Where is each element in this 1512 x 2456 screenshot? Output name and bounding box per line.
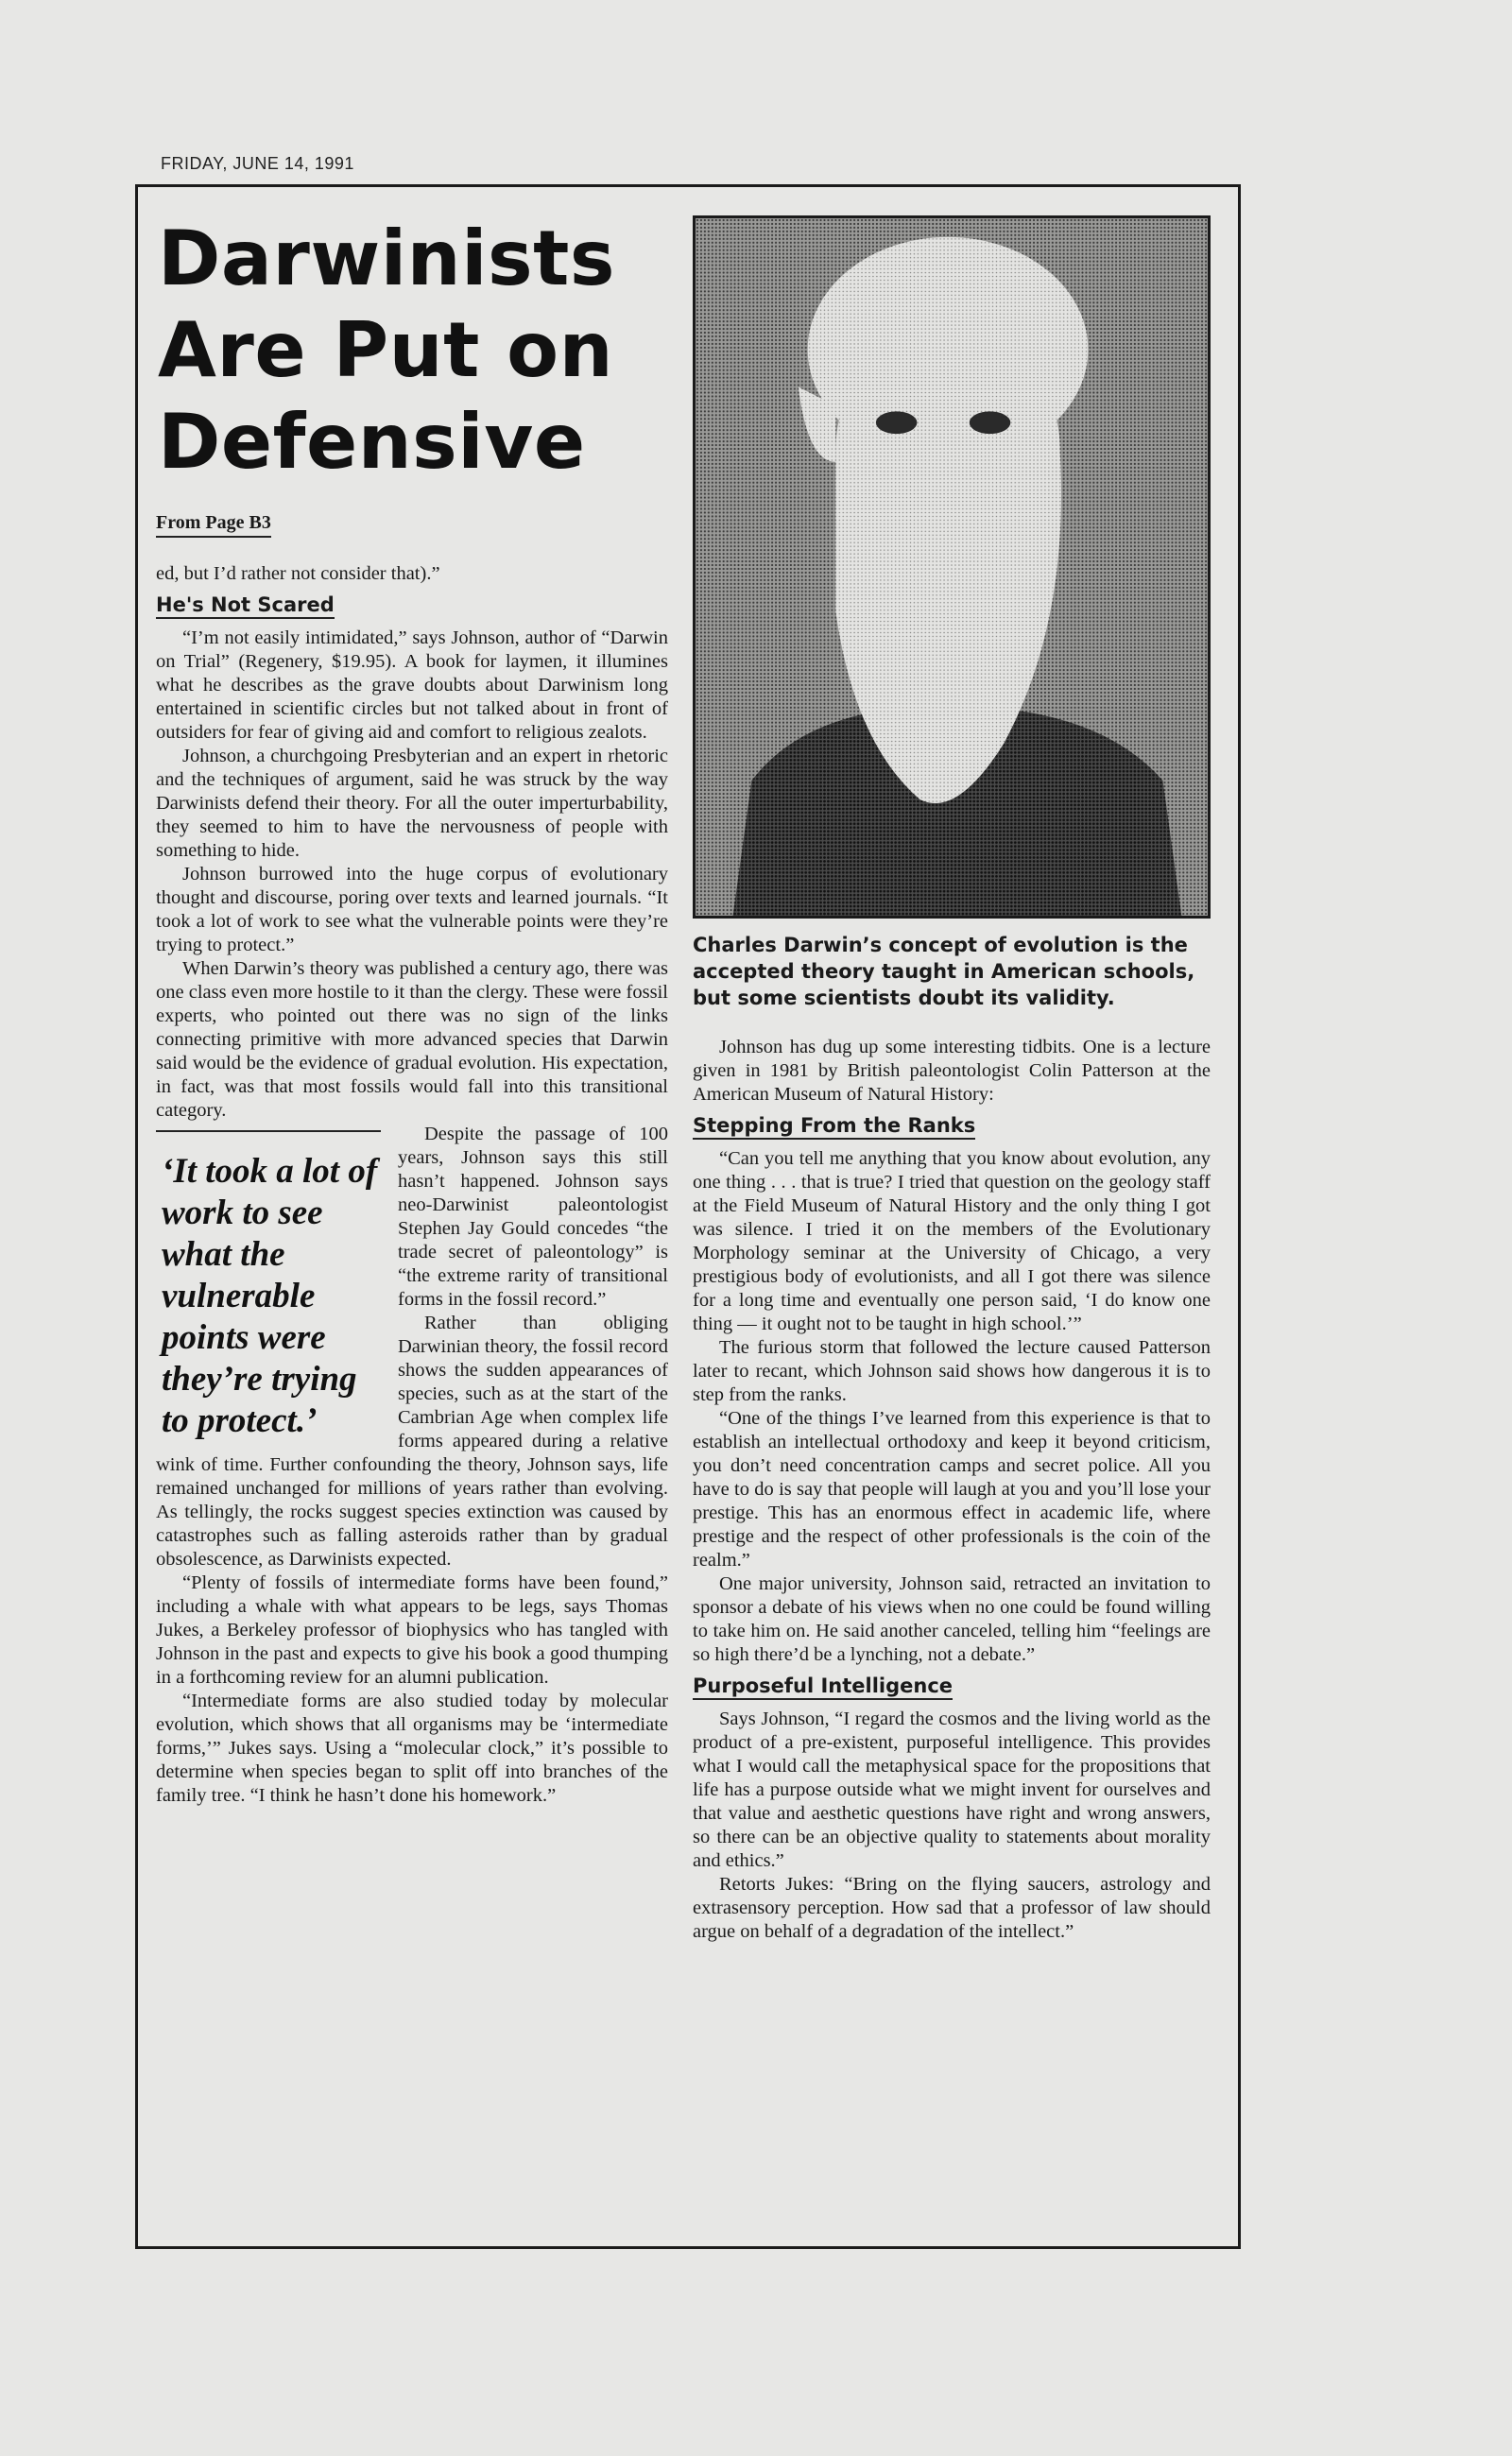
- paragraph: “Intermediate forms are also studied today by molecular evolution, which shows that all organisms may be ‘intermediate forms,’” Jukes says. Using a “molecular clock,” it’s possible to determine when species began to split off into branches of the family tree. “I think he hasn’t done his homework.”: [156, 1691, 668, 1806]
- dateline: FRIDAY, JUNE 14, 1991: [161, 154, 354, 173]
- darwin-portrait-icon: [693, 215, 1211, 919]
- subhead-stepping-from-the-ranks: Stepping From the Ranks: [693, 1114, 975, 1140]
- paragraph: When Darwin’s theory was published a century ago, there was one class even more hostile to it than the clergy. These were fossil experts, who pointed out there was no sign of the links connecting primitive with more advanced species that Darwin said would be the evidence of gradual evolution. His expectation, in fact, was that most fossils would fall into this transitional category.: [156, 958, 668, 1121]
- paragraph: Retorts Jukes: “Bring on the flying saucers, astrology and extrasensory perception. How sad that a professor of law should argue on behalf of a degradation of the intellect.”: [693, 1874, 1211, 1942]
- opening-paragraph: ed, but I’d rather not consider that).”: [156, 563, 440, 584]
- paragraph: Johnson burrowed into the huge corpus of evolutionary thought and discourse, poring over texts and learned journals. “It took a lot of work to see what the vulnerable points were they’re trying to protect.”: [156, 864, 668, 955]
- portrait-eye-right: [970, 411, 1011, 434]
- paragraph: Says Johnson, “I regard the cosmos and the living world as the product of a pre-existent, purposeful intelligence. This provides what I would call the metaphysical space for the propositions that life has a purpose outside what we might invent for ourselves and that value and aesthetic questions have right and wrong answers, so there can be an objective quality to statements about morality and ethics.”: [693, 1709, 1211, 1871]
- paragraph: One major university, Johnson said, retracted an invitation to sponsor a debate of his views when no one could be found willing to take him on. He said another canceled, telling him “feelings are so high there’d be a lynching, not a debate.”: [693, 1573, 1211, 1665]
- pullquote: ‘It took a lot of work to see what the vulnerable points were they’re trying to protect.’: [162, 1152, 378, 1440]
- paragraph: “One of the things I’ve learned from this experience is that to establish an intellectual orthodoxy and keep it beyond criticism, you don’t need concentration camps and secret police. All you have to do is say that people will laugh at you and you’ll lose your prestige. This has an enormous effect in academic life, where prestige and the respect of other professionals is the coin of the realm.”: [693, 1408, 1211, 1571]
- paragraph: Johnson has dug up some interesting tidbits. One is a lecture given in 1981 by British paleontologist Colin Patterson at the American Museum of Natural History:: [693, 1037, 1211, 1105]
- from-page-label: From Page B3: [156, 512, 271, 538]
- pullquote-box: [156, 1130, 381, 1442]
- paragraph: The furious storm that followed the lecture caused Patterson later to recant, which Johnson said shows how dangerous it is to step from the ranks.: [693, 1337, 1211, 1405]
- subhead-purposeful-intelligence: Purposeful Intelligence: [693, 1675, 953, 1700]
- paragraph: Rather than obliging Darwinian theory, the fossil record shows the sudden appearances of species, such as at the start of the Cambrian Age when complex life forms appeared during a relative wink of time. Further confounding the theory, Johnson says, life remained unchanged for millions of years rather than evolving. As tellingly, the rocks suggest species extinction was caused by catastrophes such as falling asteroids rather than by gradual obsolescence, as Darwinists expected.: [156, 1313, 668, 1570]
- left-column: [156, 213, 668, 1808]
- headline: Darwinists Are Put on Defensive: [158, 215, 616, 486]
- portrait-eye-left: [876, 411, 918, 434]
- subhead-not-scared: He's Not Scared: [156, 593, 335, 619]
- photo-caption: Charles Darwin’s concept of evolution is the accepted theory taught in American schools, but some scientists doubt its validity.: [693, 934, 1195, 1009]
- paragraph: “Plenty of fossils of intermediate forms have been found,” including a whale with what appears to be legs, says Thomas Jukes, a Berkeley professor of biophysics who has tangled with Johnson in the past and expects to give his book a good thumping in a forthcoming review for an alumni publication.: [156, 1572, 668, 1688]
- paragraph: “I’m not easily intimidated,” says Johnson, author of “Darwin on Trial” (Regenery, $19.95). A book for laymen, it illumines what he describes as the grave doubts about Darwinism long entertained in scientific circles but not talked about in front of outsiders for fear of giving aid and comfort to religious zealots.: [156, 627, 668, 743]
- paragraph: “Can you tell me anything that you know about evolution, any one thing . . . that is true? I tried that question on the geology staff at the Field Museum of Natural History and the only thing I got was silence. I tried it on the members of the Evolutionary Morphology seminar at the University of Chicago, a very prestigious body of evolutionists, and all I got there was silence for a long time and eventually one person said, ‘I do know one thing — it ought not to be taught in high school.’”: [693, 1148, 1211, 1334]
- paragraph: Johnson, a churchgoing Presbyterian and an expert in rhetoric and the techniques of argument, said he was struck by the way Darwinists defend their theory. For all the outer imperturbability, they seemed to him to have the nervousness of people with something to hide.: [156, 746, 668, 861]
- paragraph: Despite the passage of 100 years, Johnson says this still hasn’t happened. Johnson says neo-Darwinist paleontologist Stephen Jay Gould concedes “the trade secret of paleontology” is “the extreme rarity of transitional forms in the fossil record.”: [398, 1124, 668, 1310]
- right-column: [693, 215, 1211, 1944]
